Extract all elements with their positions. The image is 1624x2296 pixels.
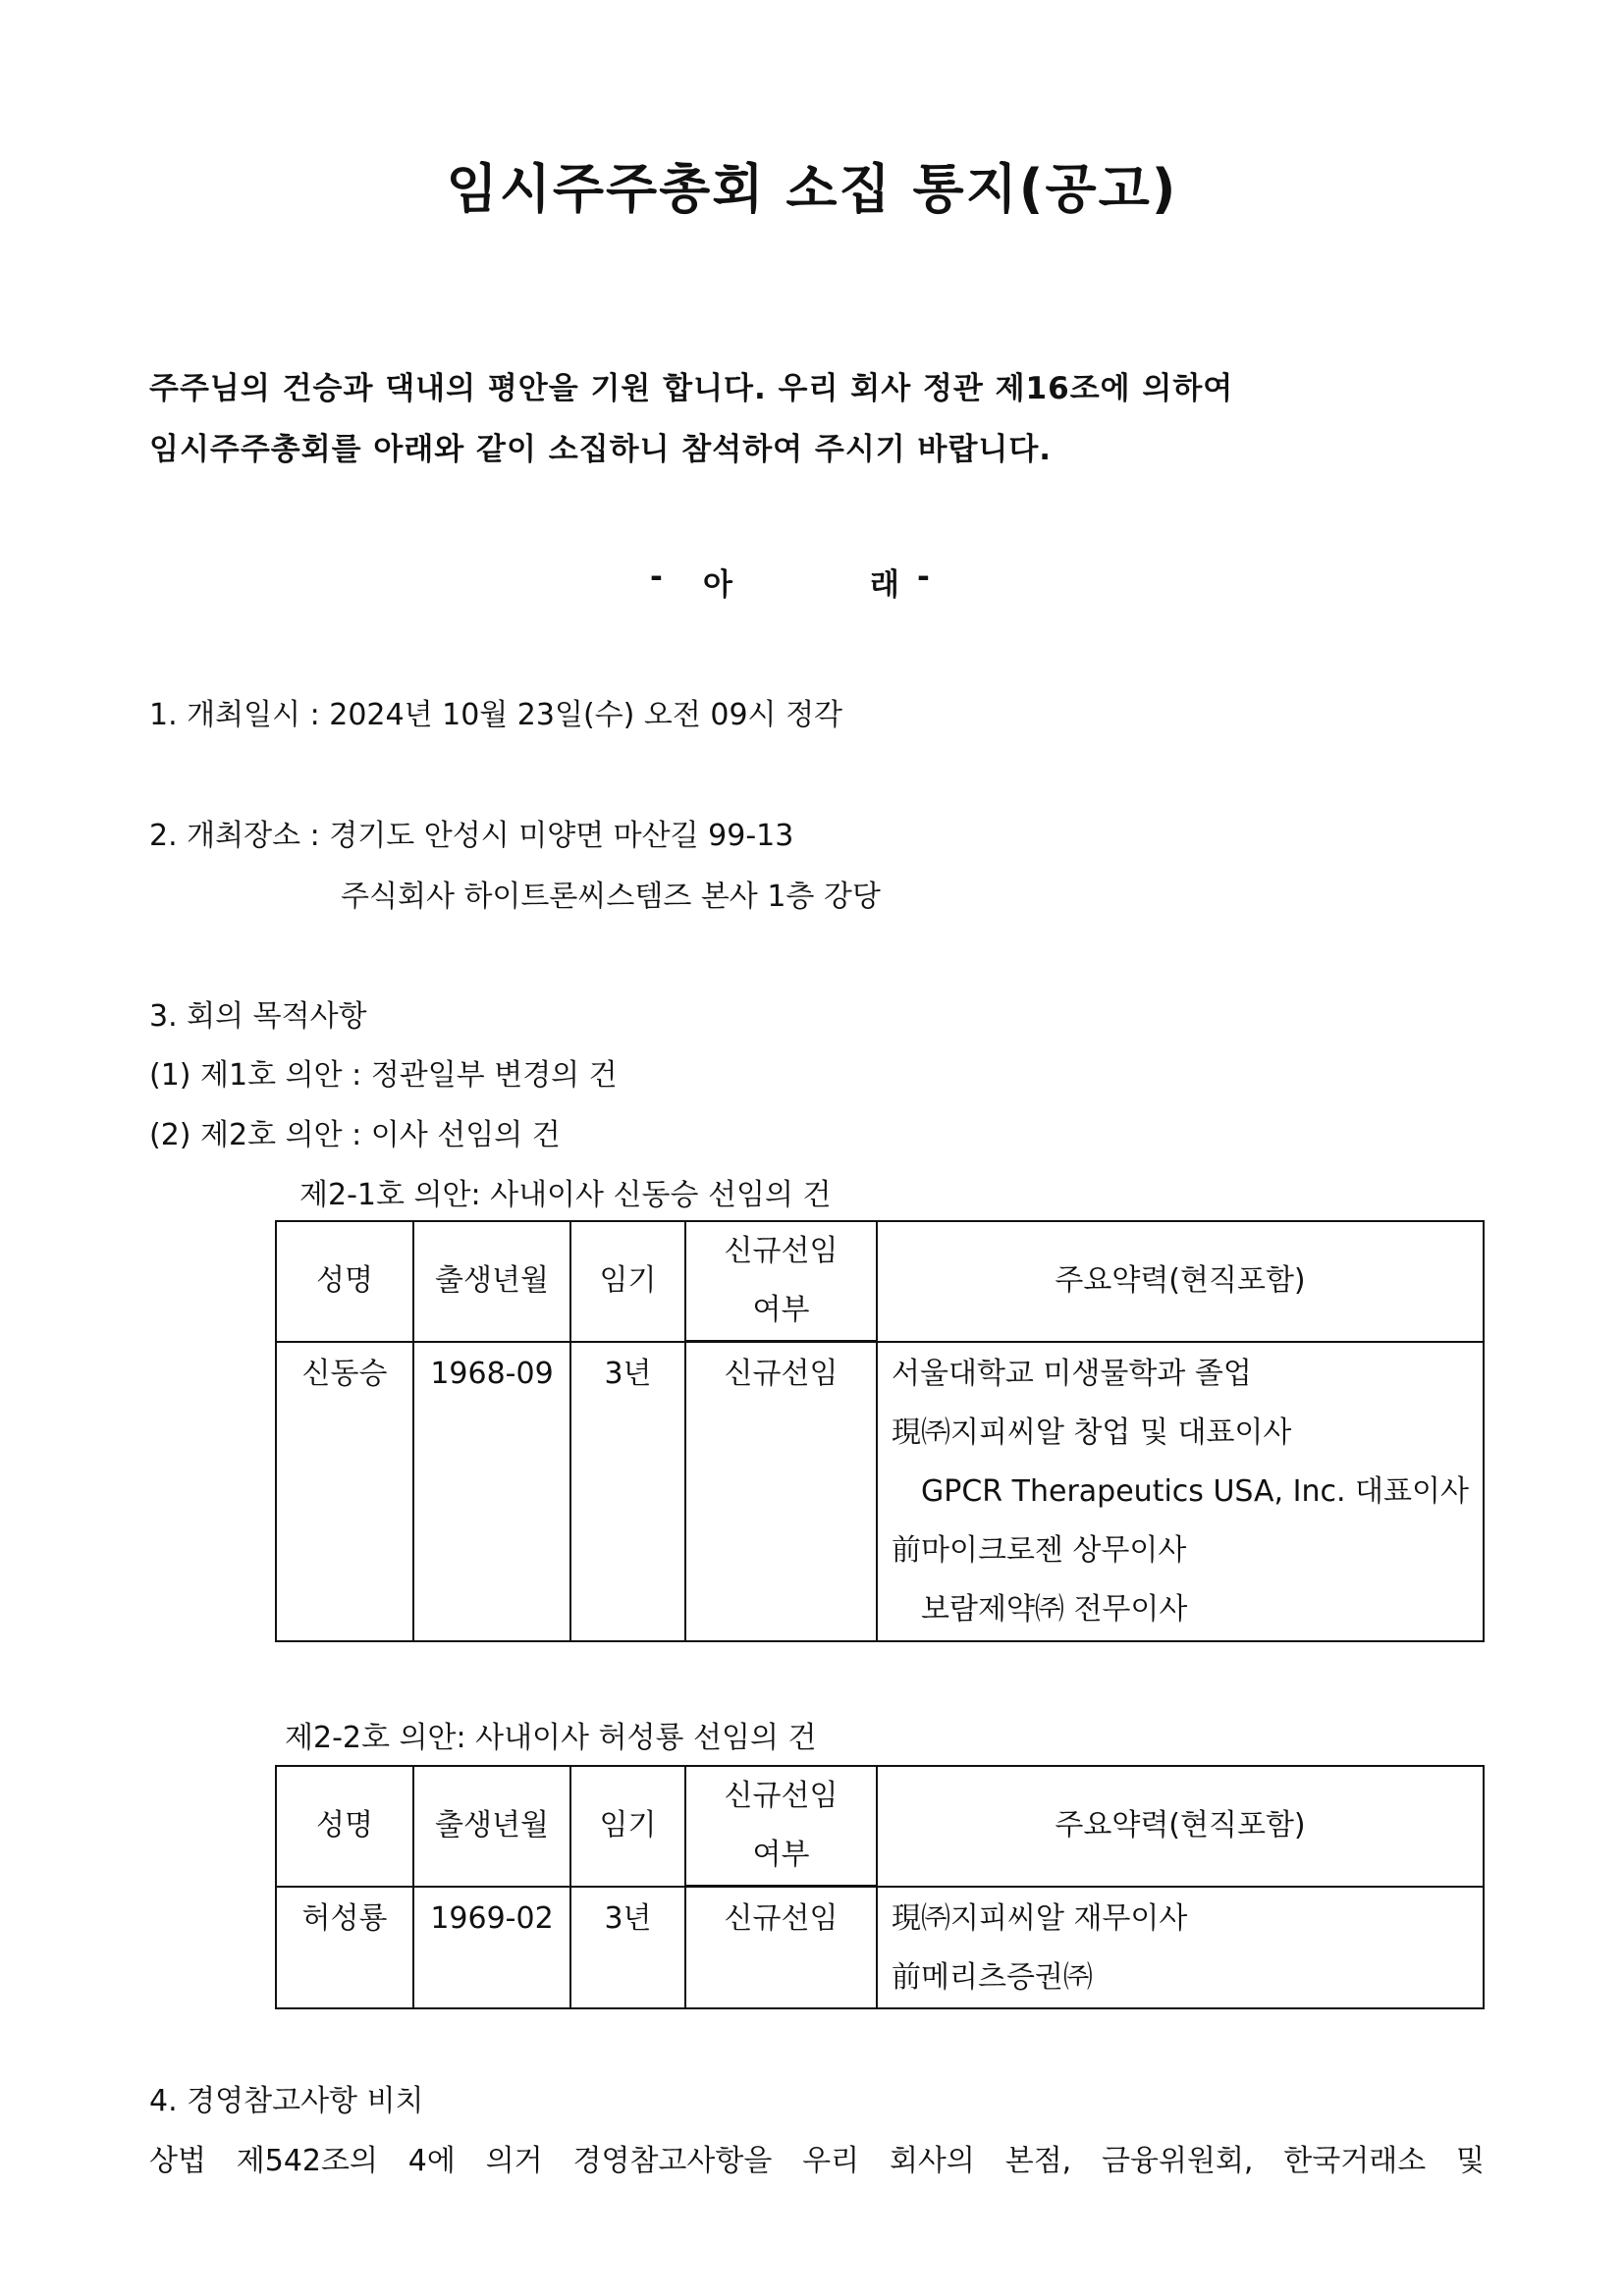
intro-line-1: 주주님의 건승과 댁내의 평안을 기원 합니다. 우리 회사 정관 제16조에 의하여 xyxy=(149,371,1234,406)
table-row xyxy=(276,1342,1484,1641)
candidate-new: 신규선임 xyxy=(685,1342,877,1641)
candidate-birth: 1969-02 xyxy=(413,1887,570,2008)
candidate-term: 3년 xyxy=(570,1342,685,1641)
header-birth: 출생년월 xyxy=(413,1766,570,1887)
header-term: 임기 xyxy=(570,1766,685,1887)
intro-line-2: 임시주주총회를 아래와 같이 소집하니 참석하여 주시기 바랍니다. xyxy=(149,432,1053,467)
candidate-name: 허성룡 xyxy=(276,1887,413,2008)
table-row xyxy=(276,1887,1484,2008)
header-name: 성명 xyxy=(276,1221,413,1342)
career-line: 서울대학교 미생물학과 졸업 xyxy=(892,1356,1252,1391)
career-line: GPCR Therapeutics USA, Inc. 대표이사 xyxy=(921,1473,1469,1509)
header-new-line-2: 여부 xyxy=(685,1281,877,1342)
header-new-line-1: 신규선임 xyxy=(685,1221,877,1281)
header-career: 주요약력(현직포함) xyxy=(877,1766,1484,1887)
career-line: 現㈜지피씨알 재무이사 xyxy=(892,1900,1188,1936)
proposal-2-1-table xyxy=(275,1220,1485,1642)
agenda-item-1: (1) 제1호 의안 : 정관일부 변경의 건 xyxy=(149,1058,618,1093)
header-birth: 출생년월 xyxy=(413,1221,570,1342)
candidate-career xyxy=(877,1342,1484,1641)
header-term: 임기 xyxy=(570,1221,685,1342)
career-line: 前마이크로젠 상무이사 xyxy=(892,1532,1187,1568)
career-line: 보람제약㈜ 전무이사 xyxy=(921,1591,1188,1627)
item-place-line-1: 2. 개최장소 : 경기도 안성시 미양면 마산길 99-13 xyxy=(149,819,794,853)
header-name: 성명 xyxy=(276,1766,413,1887)
marker-a: 아 xyxy=(703,567,732,603)
candidate-name: 신동승 xyxy=(276,1342,413,1641)
agenda-item-2: (2) 제2호 의안 : 이사 선임의 건 xyxy=(149,1118,561,1152)
header-new-line-1: 신규선임 xyxy=(685,1766,877,1826)
marker-dash-right: - xyxy=(917,560,930,595)
proposal-2-1-caption: 제2-1호 의안: 사내이사 신동승 선임의 건 xyxy=(299,1178,832,1212)
item-place-line-2: 주식회사 하이트론씨스템즈 본사 1층 강당 xyxy=(341,880,881,914)
header-career: 주요약력(현직포함) xyxy=(877,1221,1484,1342)
candidate-new: 신규선임 xyxy=(685,1887,877,2008)
header-new-line-2: 여부 xyxy=(685,1826,877,1887)
career-line: 現㈜지피씨알 창업 및 대표이사 xyxy=(892,1415,1292,1450)
candidate-term: 3년 xyxy=(570,1887,685,2008)
page-title: 임시주주총회 소집 통지(공고) xyxy=(446,158,1178,220)
marker-rae: 래 xyxy=(870,567,899,603)
item-date: 1. 개최일시 : 2024년 10월 23일(수) 오전 09시 정각 xyxy=(149,698,843,732)
agenda-heading: 3. 회의 목적사항 xyxy=(149,999,367,1034)
section-4-heading: 4. 경영참고사항 비치 xyxy=(149,2084,424,2118)
career-line: 前메리츠증권㈜ xyxy=(892,1959,1093,1995)
marker-dash-left: - xyxy=(650,560,663,595)
proposal-2-2-table xyxy=(275,1765,1485,2009)
candidate-career xyxy=(877,1887,1484,2008)
proposal-2-2-caption: 제2-2호 의안: 사내이사 허성룡 선임의 건 xyxy=(285,1721,817,1755)
candidate-birth: 1968-09 xyxy=(413,1342,570,1641)
section-4-body: 상법 제542조의 4에 의거 경영참고사항을 우리 회사의 본점, 금융위원회, 한국거래소 및 xyxy=(149,2144,1485,2178)
